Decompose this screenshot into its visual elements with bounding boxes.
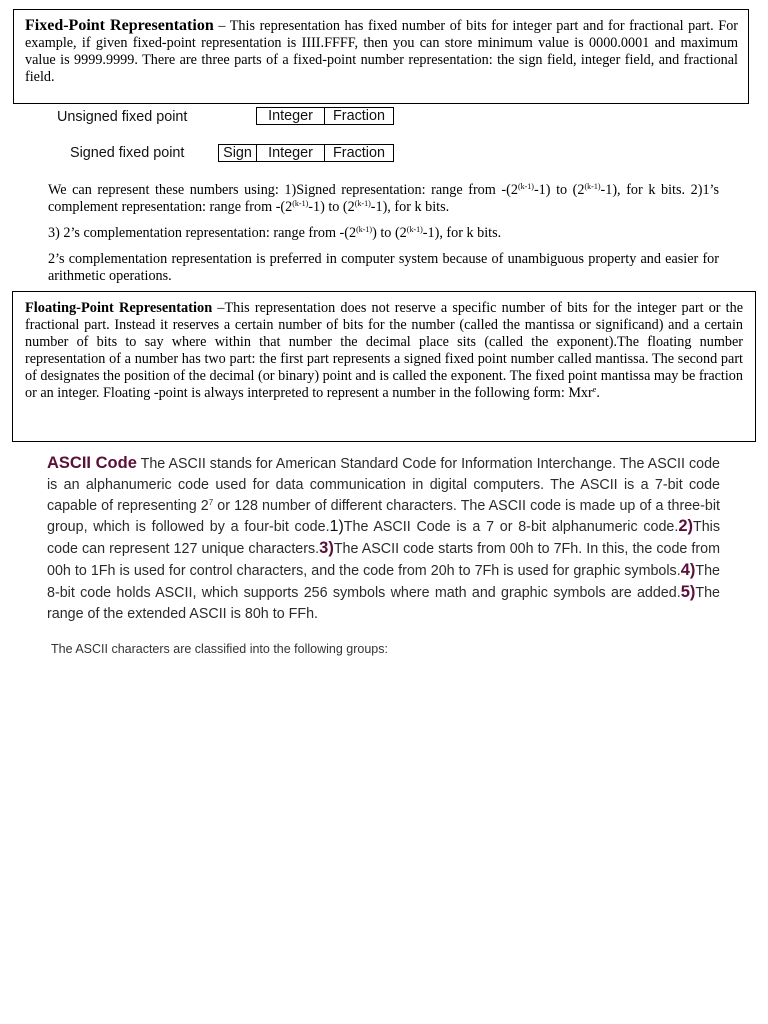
floating-point-end: . xyxy=(596,384,600,401)
floating-point-section xyxy=(12,291,756,442)
twos-complement-text-2: ) to (2 xyxy=(372,225,407,241)
signed-sign-field: Sign xyxy=(218,144,257,162)
ascii-groups-intro: The ASCII characters are classified into the following groups: xyxy=(51,642,388,656)
ones-complement-text-3: -1), for k bits. xyxy=(370,198,450,215)
signed-range-text-3: -1), for k bits. xyxy=(600,182,686,198)
point-4-number: 4) xyxy=(680,560,696,579)
floating-point-body: This representation does not reserve a specific number of bits for the integer part or the fractional part. Instead it reserves a certain number of bits for the number (called the mantissa or significand) and a certain number of bits to say where within that number the decimal place sits (called the exponent).The floating number representation of a number has two part: the first part represents a signed fixed point number called mantissa. The second part of designates the position of the decimal (or binary) point and is called the exponent. The fixed point mantissa may be fraction or an integer. Floating -point is always interpreted to represent a number in the following form: Mxr xyxy=(25,300,743,401)
exponent: (k-1) xyxy=(292,198,309,208)
point-2-text: This code can represent 127 unique characters. xyxy=(47,519,721,558)
exponent: (k-1) xyxy=(584,182,601,191)
signed-range-text: We can represent these numbers using: 1)Signed representation: range from -(2 xyxy=(48,182,518,198)
ones-complement-text: 2)1’s complement representation: range from -(2 xyxy=(48,182,720,215)
point-3-number: 3) xyxy=(319,539,334,558)
unsigned-fixed-point-label: Unsigned fixed point xyxy=(57,109,188,125)
preference-paragraph: 2’s complementation representation is preferred in computer system because of unambiguous property and easier for arithmetic operations. xyxy=(48,251,719,284)
point-3-text: The ASCII code starts from 00h to 7Fh. In this, the code from 00h to 1Fh is used for control characters, and the code from 20h to 7Fh is used for graphic symbols. xyxy=(47,541,720,579)
fixed-point-title: Fixed-Point Representation xyxy=(25,17,214,34)
ascii-section xyxy=(47,453,720,624)
signed-integer-field: Integer xyxy=(256,144,325,162)
range-paragraph xyxy=(48,182,719,215)
ascii-exponent: 7 xyxy=(208,497,214,507)
point-2-number: 2) xyxy=(678,517,693,536)
unsigned-integer-field: Integer xyxy=(256,107,325,125)
ones-complement-text-2: -1) to (2 xyxy=(308,198,355,215)
point-1-number: 1) xyxy=(329,518,344,536)
exponent: (k-1) xyxy=(406,225,423,234)
floating-point-title: Floating-Point Representation xyxy=(25,300,213,316)
point-5-text: The range of the extended ASCII is 80h to FFh. xyxy=(47,584,720,622)
fixed-point-dash: – xyxy=(213,18,230,34)
exponent: (k-1) xyxy=(517,182,534,191)
fixed-point-section xyxy=(13,9,749,104)
signed-range-text-2: -1) to (2 xyxy=(533,182,585,198)
floating-point-dash: – xyxy=(212,300,225,316)
twos-complement-text: 3) 2’s complementation representation: range from -(2 xyxy=(48,225,357,241)
signed-fraction-field: Fraction xyxy=(324,144,394,162)
unsigned-fraction-field: Fraction xyxy=(324,107,394,125)
ascii-title: ASCII Code xyxy=(47,454,137,472)
exponent: (k-1) xyxy=(354,198,371,208)
twos-complement-line xyxy=(48,225,719,242)
point-4-text: The 8-bit code holds ASCII, which supports 256 symbols where math and graphic symbols are added. xyxy=(47,562,720,601)
exponent: (k-1) xyxy=(356,225,373,234)
ascii-intro: The ASCII stands for American Standard Code for Information Interchange. The ASCII code is an alphanumeric code used for data communication in digital computers. The ASCII is a 7-bit code capable of representing 2 xyxy=(47,456,721,514)
floating-point-exponent: e xyxy=(592,384,597,394)
point-5-number: 5) xyxy=(680,582,696,601)
fixed-point-body: This representation has fixed number of bits for integer part and for fractional part. For example, if given fixed-point representation is IIII.FFFF, then you can store minimum value is 0000.0001 and maximum value is 9999.9999. There are three parts of a fixed-point number representation: the sign field, integer field, and fractional field. xyxy=(25,18,739,85)
point-1-text: The ASCII Code is a 7 or 8-bit alphanumeric code. xyxy=(343,519,679,536)
ascii-intro-2: or 128 number of different characters. The ASCII code is made up of a three-bit group, which is followed by a four-bit code. xyxy=(47,497,720,536)
twos-complement-text-3: -1), for k bits. xyxy=(422,225,502,241)
signed-fixed-point-label: Signed fixed point xyxy=(70,145,185,161)
